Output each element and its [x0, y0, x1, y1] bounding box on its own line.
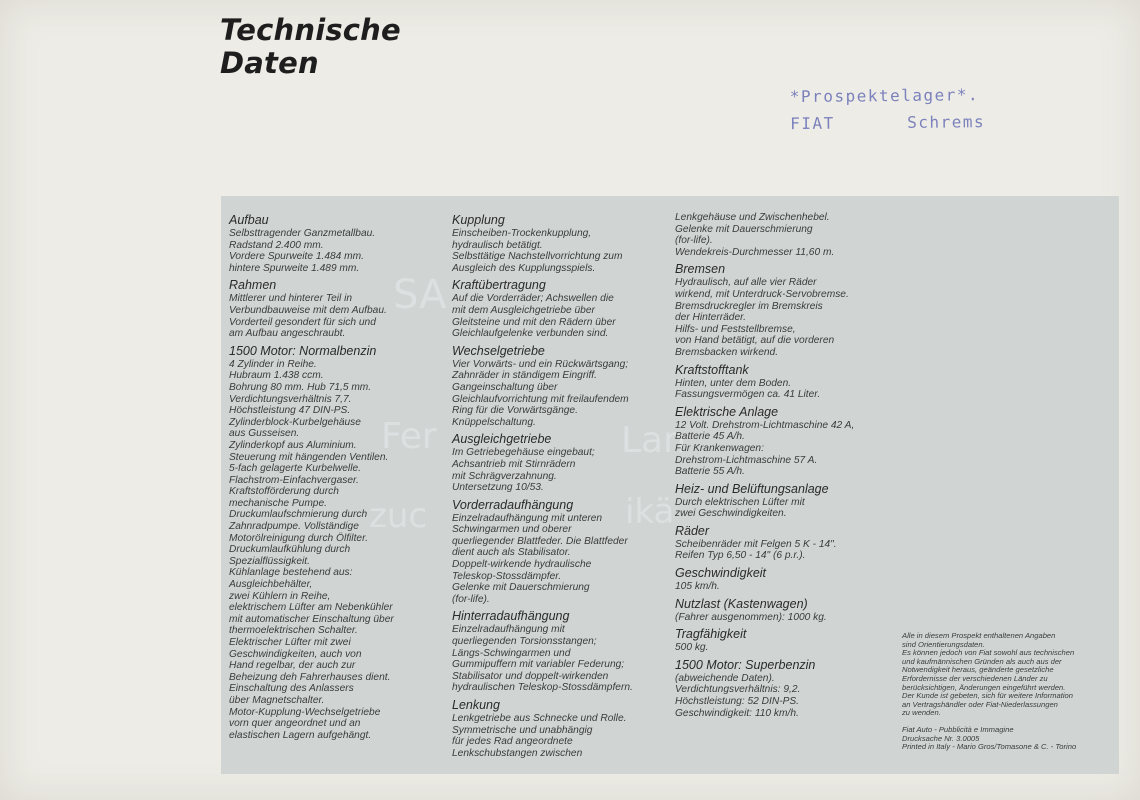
spec-line: Kraftstofförderung durch — [229, 486, 339, 498]
spec-line: Gleichlaufgelenke verbunden sind. — [452, 328, 609, 340]
spec-line: mechanische Pumpe. — [229, 497, 327, 509]
spec-line: (abweichende Daten). — [675, 672, 775, 684]
section-heading: Tragfähigkeit — [675, 627, 747, 642]
watermark-line-3: zuc — [369, 496, 428, 536]
spec-line: Schwingarmen und oberer — [452, 524, 572, 536]
spec-line: Einzelradaufhängung mit — [452, 624, 565, 636]
spec-line: Gleitsteine und mit den Rädern über — [452, 316, 616, 328]
spec-line: Beheizung deh Fahrerhauses dient. — [229, 671, 391, 683]
spec-line: Selbsttragender Ganzmetallbau. — [229, 228, 376, 239]
spec-line: (for-life). — [452, 593, 490, 605]
spec-line: 105 km/h. — [675, 581, 720, 593]
spec-line: Verdichtungsverhältnis: 9,2. — [675, 684, 801, 696]
note-line: Es können jedoch von Fiat sowohl aus technischen — [902, 648, 1075, 658]
spec-line: Gelenke mit Dauerschmierung — [452, 582, 590, 594]
section-heading: Kraftstofftank — [675, 362, 749, 377]
spec-line: Gummipuffern mit variabler Federung; — [452, 659, 625, 671]
imprint-line: Drucksache Nr. 3.0005 — [902, 733, 980, 743]
spec-line: Batterie 45 A/h. — [675, 431, 745, 443]
disclaimer-text — [902, 632, 1117, 718]
stamp-line-2 — [790, 108, 985, 137]
spec-line: mit dem Ausgleichgetriebe über — [452, 304, 595, 316]
spec-line: Drehstrom-Lichtmaschine 57 A. — [675, 454, 818, 466]
spec-line: aus Gusseisen. — [229, 428, 300, 440]
spec-line: Teleskop-Stossdämpfer. — [452, 570, 562, 582]
section-heading: Geschwindigkeit — [675, 566, 767, 581]
spec-line: Hydraulisch, auf alle vier Räder — [675, 277, 817, 289]
spec-line: Hilfs- und Feststellbremse, — [675, 323, 796, 335]
spec-line: Ring für die Vorwärtsgänge. — [452, 405, 578, 417]
stamp-location: Schrems — [907, 112, 986, 132]
spec-section-hinterradaufhängung — [452, 605, 667, 694]
spec-section-nutzlast-kastenwagen — [675, 593, 900, 624]
spec-line: 12 Volt. Drehstrom-Lichtmaschine 42 A, — [675, 419, 855, 431]
section-heading: Lenkung — [452, 698, 500, 712]
spec-line: Lenkgetriebe aus Schnecke und Rolle. — [452, 713, 627, 724]
spec-section-vorderradaufhängung — [452, 494, 667, 606]
spec-line: Ausgleichbehälter, — [229, 579, 313, 591]
spec-section-kraftstofftank — [675, 359, 900, 401]
spec-section-bremsen — [675, 258, 900, 358]
section-heading: 1500 Motor: Superbenzin — [675, 657, 816, 672]
note-line: Der Kunde ist gebeten, sich für weitere Information — [902, 691, 1073, 701]
spec-line: Vorderteil gesondert für sich und — [229, 316, 376, 328]
stamp-brand: FIAT — [790, 113, 835, 134]
spec-line: Hubraum 1.438 ccm. — [229, 370, 324, 382]
spec-line: elastischen Lagern aufgehängt. — [229, 729, 372, 741]
spec-section-rahmen — [229, 274, 451, 339]
spec-line: Zahnradpumpe. Vollständige — [229, 521, 359, 533]
section-heading: Nutzlast (Kastenwagen) — [675, 596, 808, 611]
spec-line: Symmetrische und unabhängig — [452, 724, 593, 736]
section-heading: Hinterradaufhängung — [452, 609, 570, 624]
spec-line: vorn quer angeordnet und an — [229, 718, 361, 730]
spec-line: Gleichlaufvorrichtung mit freilaufendem — [452, 393, 629, 405]
imprint — [902, 726, 1117, 752]
section-heading: Wechselgetriebe — [452, 343, 545, 358]
spec-section-heiz-und-belüftungsanlage — [675, 478, 900, 520]
spec-line: für jedes Rad angeordnete — [452, 736, 573, 748]
imprint-line: Fiat Auto - Pubblicità e Immagine — [902, 724, 1014, 734]
spec-line: Flachstrom-Einfachvergaser. — [229, 474, 359, 486]
section-heading: Ausgleichgetriebe — [452, 432, 552, 447]
note-line: Alle in diesem Prospekt enthaltenen Angaben — [902, 631, 1056, 640]
watermark-line-1: SA — [393, 272, 447, 318]
spec-line: Hand regelbar, der auch zur — [229, 660, 356, 672]
spec-line: Zylinderkopf aus Aluminium. — [229, 439, 357, 451]
spec-line: Verbundbauweise mit dem Aufbau. — [229, 304, 387, 316]
spec-line: Selbsttätige Nachstellvorrichtung zum — [452, 251, 623, 263]
section-heading: Kupplung — [452, 213, 505, 227]
section-heading: Aufbau — [229, 213, 269, 227]
spec-line: Vier Vorwärts- und ein Rückwärtsgang; — [452, 358, 629, 370]
spec-section-aufbau — [229, 213, 451, 274]
spec-line: Reifen Typ 6,50 - 14" (6 p.r.). — [675, 550, 806, 562]
spec-section-continued — [675, 212, 900, 258]
spec-line: Bohrung 80 mm. Hub 71,5 mm. — [229, 381, 372, 393]
spec-line: 5-fach gelagerte Kurbelwelle. — [229, 463, 361, 475]
spec-line: zwei Geschwindigkeiten. — [675, 508, 787, 520]
section-heading: Vorderradaufhängung — [452, 497, 574, 512]
spec-line: mit automatischer Einschaltung über — [229, 613, 394, 625]
spec-section-geschwindigkeit — [675, 562, 900, 593]
spec-line: 4 Zylinder in Reihe. — [229, 358, 317, 370]
spec-section-lenkung — [452, 694, 667, 759]
spec-line: Wendekreis-Durchmesser 11,60 m. — [675, 246, 835, 258]
spec-line: über Magnetschalter. — [229, 694, 325, 706]
spec-line: Lenkgehäuse und Zwischenhebel. — [675, 212, 830, 223]
spec-line: von Hand betätigt, auf die vorderen — [675, 335, 835, 347]
watermark-line-3b: ikä — [625, 492, 675, 532]
spec-line: der Hinterräder. — [675, 312, 746, 324]
note-line: an Vertragshändler oder Fiat-Niederlassungen — [902, 699, 1058, 709]
spec-line: am Aufbau angeschraubt. — [229, 328, 346, 340]
spec-column-1 — [229, 212, 451, 741]
spec-section-räder — [675, 520, 900, 562]
spec-line: 500 kg. — [675, 642, 709, 654]
spec-line: Kühlanlage bestehend aus: — [229, 567, 353, 579]
spec-line: Auf die Vorderräder; Achswellen die — [452, 293, 614, 305]
spec-line: querliegender Blattfeder. Die Blattfeder — [452, 535, 628, 547]
title-line-1: Technische — [220, 13, 401, 47]
spec-line: Elektrischer Lüfter mit zwei — [229, 637, 351, 648]
spec-line: Hinten, unter dem Boden. — [675, 377, 792, 389]
section-heading: Kraftübertragung — [452, 278, 546, 293]
spec-line: Geschwindigkeiten, auch von — [229, 648, 362, 660]
spec-line: Im Getriebegehäuse eingebaut; — [452, 447, 595, 459]
note-line: zu wenden. — [902, 708, 941, 718]
section-heading: Räder — [675, 523, 710, 538]
spec-line: Steuerung mit hängenden Ventilen. — [229, 451, 389, 463]
spec-section-kupplung — [452, 213, 667, 274]
spec-line: Spezialflüssigkeit. — [229, 555, 310, 567]
note-line: Notwendigkeit heraus, geänderte gesetzliche — [902, 665, 1054, 675]
spec-line: Stabilisator und doppelt-wirkenden — [452, 670, 609, 682]
spec-line: wirkend, mit Unterdruck-Servobremse. — [675, 288, 849, 300]
spec-section-1500-motor-normalbenzin — [229, 340, 451, 742]
spec-line: Geschwindigkeit: 110 km/h. — [675, 707, 799, 719]
spec-line: elektrischem Lüfter am Nebenkühler — [229, 602, 393, 614]
spec-line: querliegenden Torsionsstangen; — [452, 636, 597, 648]
spec-line: Bremsdruckregler im Bremskreis — [675, 300, 823, 312]
note-line: sind Orientierungsdaten. — [902, 639, 985, 649]
spec-line: zwei Kühlern in Reihe, — [229, 590, 331, 602]
spec-line: Vordere Spurweite 1.484 mm. — [229, 251, 364, 263]
spec-line: Einscheiben-Trockenkupplung, — [452, 228, 592, 239]
technical-data-panel — [221, 196, 1119, 774]
watermark-line-2b: Lan — [621, 420, 686, 461]
section-heading: Elektrische Anlage — [675, 404, 779, 419]
spec-line: Druckumlaufkühlung durch — [229, 544, 351, 556]
archive-stamp — [790, 81, 1011, 137]
spec-line: Bremsbacken wirkend. — [675, 346, 779, 358]
spec-column-3 — [675, 212, 900, 719]
section-heading: Rahmen — [229, 278, 277, 293]
spec-line: (for-life). — [675, 235, 713, 247]
spec-line: Einschaltung des Anlassers — [229, 683, 354, 695]
spec-line: thermoelektrischen Schalter. — [229, 625, 358, 637]
spec-line: mit Schrägverzahnung. — [452, 470, 557, 482]
spec-line: Doppelt-wirkende hydraulische — [452, 559, 592, 571]
section-heading: Bremsen — [675, 262, 726, 277]
note-line: und kaufmännischen Gründen als auch aus der — [902, 656, 1062, 666]
spec-section-elektrische-anlage — [675, 401, 900, 478]
spec-line: Radstand 2.400 mm. — [229, 239, 324, 251]
spec-line: Lenkschubstangen zwischen — [452, 747, 583, 759]
spec-line: Motorölreinigung durch Ölfilter. — [229, 532, 368, 544]
spec-line: Höchstleistung: 52 DIN-PS. — [675, 696, 800, 708]
spec-line: Achsantrieb mit Stirnrädern — [452, 458, 576, 470]
spec-line: Knüppelschaltung. — [452, 416, 536, 428]
disclaimer-note — [902, 632, 1117, 752]
spec-line: Mittlerer und hinterer Teil in — [229, 293, 353, 305]
spec-section-ausgleichgetriebe — [452, 428, 667, 493]
spec-line: dient auch als Stabilisator. — [452, 547, 571, 559]
spec-line: Druckumlaufschmierung durch — [229, 509, 368, 521]
spec-section-1500-motor-superbenzin — [675, 654, 900, 719]
spec-line: Längs-Schwingarmen und — [452, 647, 571, 659]
spec-line: hydraulisch betätigt. — [452, 239, 543, 251]
note-line: Erfordernisse der verschiedenen Länder zu — [902, 673, 1048, 683]
watermark-line-2: Fer — [381, 416, 437, 457]
spec-line: Gelenke mit Dauerschmierung — [675, 223, 813, 235]
section-heading: 1500 Motor: Normalbenzin — [229, 343, 377, 358]
spec-line: hydraulischen Teleskop-Stossdämpfern. — [452, 682, 633, 694]
spec-column-2 — [452, 212, 667, 759]
spec-line: Scheibenräder mit Felgen 5 K - 14". — [675, 538, 837, 550]
spec-line: Verdichtungsverhältnis 7,7. — [229, 393, 352, 405]
page-title — [220, 14, 401, 80]
section-heading: Heiz- und Belüftungsanlage — [675, 481, 829, 496]
spec-section-tragfähigkeit — [675, 623, 900, 654]
note-line: berücksichtigen, Änderungen eingeführt werden. — [902, 682, 1066, 692]
spec-line: (Fahrer ausgenommen): 1000 kg. — [675, 611, 827, 623]
stamp-line-1: *Prospektelager*. — [789, 85, 980, 107]
spec-line: Zahnräder in ständigem Eingriff. — [452, 370, 597, 382]
spec-section-kraftübertragung — [452, 274, 667, 339]
spec-line: Einzelradaufhängung mit unteren — [452, 512, 603, 524]
spec-line: Ausgleich des Kupplungsspiels. — [452, 262, 596, 274]
spec-line: Zylinderblock-Kurbelgehäuse — [229, 416, 361, 428]
spec-line: Untersetzung 10/53. — [452, 482, 544, 494]
spec-line: Für Krankenwagen: — [675, 442, 764, 454]
title-line-2: Daten — [220, 46, 319, 80]
spec-line: Batterie 55 A/h. — [675, 466, 745, 478]
spec-line: Durch elektrischen Lüfter mit — [675, 496, 805, 508]
spec-line: hintere Spurweite 1.489 mm. — [229, 262, 360, 274]
spec-section-wechselgetriebe — [452, 340, 667, 429]
spec-line: Motor-Kupplung-Wechselgetriebe — [229, 706, 381, 718]
spec-line: Fassungsvermögen ca. 41 Liter. — [675, 389, 821, 401]
spec-line: Höchstleistung 47 DIN-PS. — [229, 405, 351, 417]
imprint-line: Printed in Italy - Mario Gros/Tomasone & C. - Torino — [902, 742, 1077, 752]
spec-line: Gangeinschaltung über — [452, 381, 558, 393]
